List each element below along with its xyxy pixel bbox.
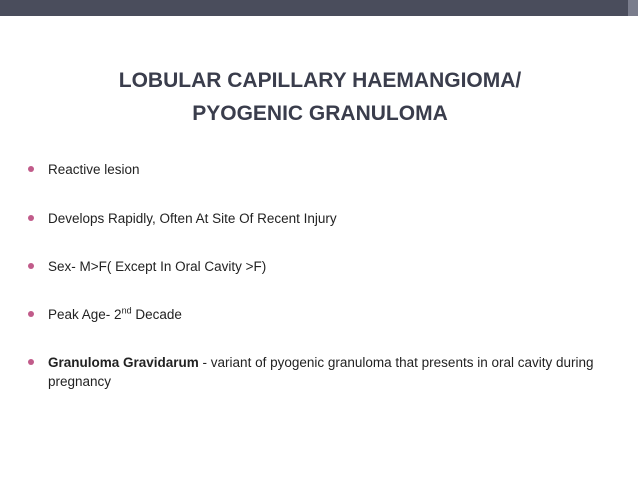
bullet-superscript: nd [121, 305, 132, 316]
bullet-item [28, 257, 618, 276]
bullet-dot-icon [28, 263, 34, 269]
bullet-text: Develops Rapidly, Often At Site Of Recent Injury [48, 211, 337, 226]
bullet-bold-term: Granuloma Gravidarum [48, 355, 199, 370]
bullet-text: Peak Age- 2 [48, 307, 122, 322]
bullet-item [28, 160, 618, 179]
bullet-item [28, 353, 618, 391]
slide-title [60, 64, 580, 130]
bullet-dot-icon [28, 215, 34, 221]
bullet-text: - variant of pyogenic granuloma that presents in oral cavity during pregnancy [48, 355, 594, 389]
slide-title-line-1: LOBULAR CAPILLARY HAEMANGIOMA/ [118, 69, 522, 92]
bullet-text: Reactive lesion [48, 162, 140, 177]
bullet-text: Sex- M>F( Except In Oral Cavity >F) [48, 259, 267, 274]
bullet-dot-icon [28, 166, 34, 172]
bullet-item [28, 209, 618, 228]
bullet-item [28, 305, 618, 324]
bullet-dot-icon [28, 311, 34, 317]
slide-header-accent [628, 0, 638, 16]
slide-title-line-2: PYOGENIC GRANULOMA [192, 102, 448, 125]
slide-header-bar [0, 0, 638, 16]
bullet-dot-icon [28, 359, 34, 365]
bullet-text-after: Decade [131, 307, 182, 322]
